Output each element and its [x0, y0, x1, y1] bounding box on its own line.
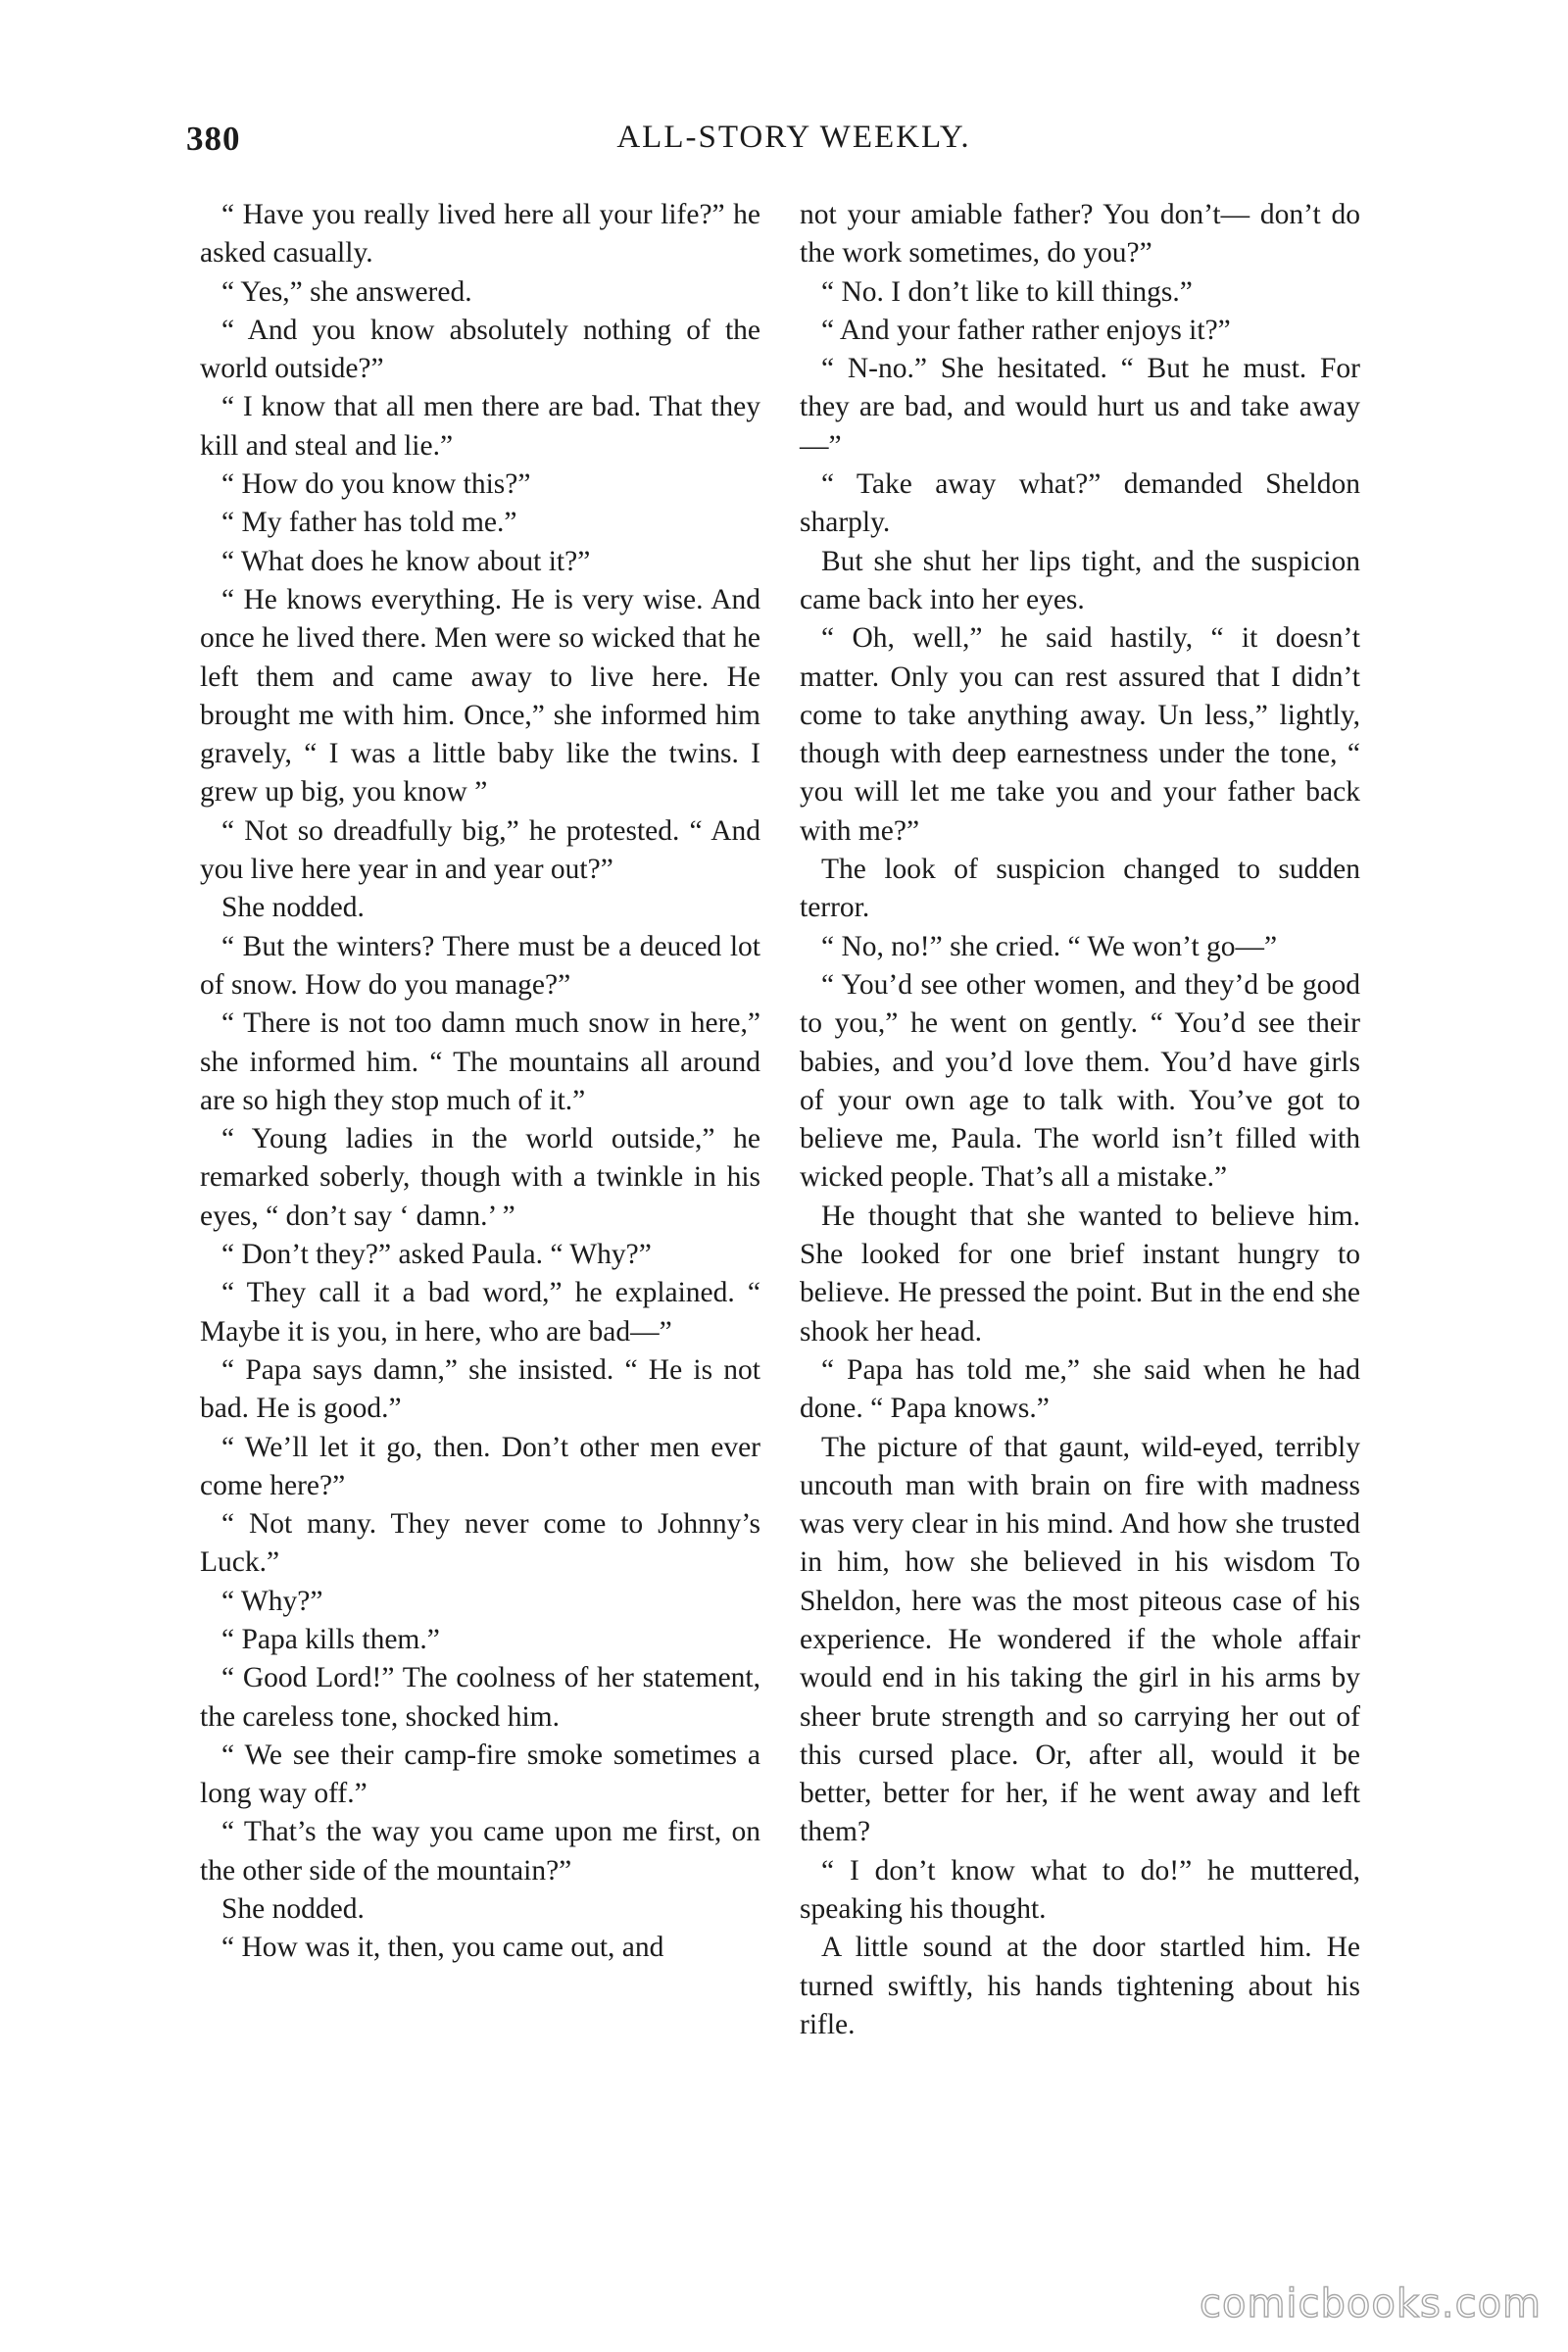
page-header	[186, 120, 1401, 169]
paragraph: “ My father has told me.”	[221, 507, 517, 539]
paragraph: “ They call it a bad word,” he explained. “ Maybe it is you, in here, who are bad—”	[200, 1277, 760, 1348]
right-column	[800, 196, 1360, 2044]
paragraph: “ We see their camp-fire smoke sometimes a long way off.”	[200, 1739, 760, 1810]
paragraph: “ And your father rather enjoys it?”	[821, 314, 1231, 346]
paragraph: “ Take away what?” demanded Sheldon sharply.	[800, 468, 1360, 539]
left-column	[200, 196, 760, 1968]
paragraph: “ Have you really lived here all your life?” he asked casually.	[200, 199, 760, 270]
paragraph: “ Papa has told me,” she said when he had done. “ Papa knows.”	[800, 1353, 1360, 1425]
paragraph: “ That’s the way you came upon me first, on the other side of the mountain?”	[200, 1816, 760, 1886]
paragraph: The picture of that gaunt, wild-eyed, terribly uncouth man with brain on fire with madness was very clear in his mind. And how she trusted in him, how she believed in his wisdom To Sheldon, here was the most piteous case of his experience. He wondered if the whole affair would end in his taking the girl in his arms by sheer brute strength and so carrying her out of this cursed place. Or, after all, would it be better, better for her, if he went away and left them?	[800, 1431, 1360, 1848]
paragraph: “ Papa kills them.”	[221, 1623, 440, 1655]
paragraph: “ How do you know this?”	[221, 468, 531, 501]
paragraph: “ And you know absolutely nothing of the world outside?”	[200, 314, 760, 385]
paragraph: “ There is not too damn much snow in here,” she informed him. “ The mountains all around are so high they stop much of it.”	[200, 1007, 760, 1116]
paragraph: “ Not many. They never come to Johnny’s Luck.”	[200, 1508, 760, 1579]
paragraph: She nodded.	[221, 1893, 365, 1926]
running-head: ALL-STORY WEEKLY.	[616, 120, 971, 155]
paragraph: “ Papa says damn,” she insisted. “ He is not bad. He is good.”	[200, 1353, 760, 1425]
paragraph: A little sound at the door startled him. He turned swiftly, his hands tightening about his rifle.	[800, 1932, 1360, 2040]
page-number: 380	[186, 120, 241, 158]
paragraph: She nodded.	[221, 892, 365, 924]
paragraph: “ How was it, then, you came out, and	[221, 1932, 664, 1964]
paragraph: “ Yes,” she answered.	[221, 275, 472, 308]
paragraph-continued: not your amiable father? You don’t— don’t do the work sometimes, do you?”	[800, 199, 1360, 270]
paragraph: “ Oh, well,” he said hastily, “ it doesn’t matter. Only you can rest assured that I didn’t come to take anything away. Un less,” lightly, though with deep earnestness under the tone, “ you will let me take you and your father back with me?”	[800, 622, 1360, 847]
paragraph: “ He knows everything. He is very wise. And once he lived there. Men were so wicked that he left them and came away to live here. He brought me with him. Once,” she informed him gravely, “ I was a little baby like the twins. I grew up big, you know ”	[200, 583, 760, 808]
paragraph: “ No. I don’t like to kill things.”	[821, 275, 1193, 308]
paragraph: “ You’d see other women, and they’d be good to you,” he went on gently. “ You’d see their babies, and you’d love them. You’d have girls of your own age to talk with. You’ve got to believe me, Paula. The world isn’t filled with wicked people. That’s all a mistake.”	[800, 968, 1360, 1194]
paragraph: “ I know that all men there are bad. That they kill and steal and lie.”	[200, 391, 760, 462]
paragraph: “ Young ladies in the world outside,” he remarked soberly, though with a twinkle in his eyes, “ don’t say ‘ damn.’ ”	[200, 1123, 760, 1232]
paragraph: “ Why?”	[221, 1585, 323, 1617]
paragraph: “ We’ll let it go, then. Don’t other men ever come here?”	[200, 1431, 760, 1501]
paragraph: “ Not so dreadfully big,” he protested. “ And you live here year in and year out?”	[200, 814, 760, 886]
paragraph: But she shut her lips tight, and the suspicion came back into her eyes.	[800, 545, 1360, 615]
paragraph: “ But the winters? There must be a deuced lot of snow. How do you manage?”	[200, 930, 760, 1001]
paragraph: “ No, no!” she cried. “ We won’t go—”	[821, 930, 1278, 962]
paragraph: The look of suspicion changed to sudden terror.	[800, 854, 1360, 924]
paragraph: “ Good Lord!” The coolness of her statement, the careless tone, shocked him.	[200, 1662, 760, 1733]
paragraph: He thought that she wanted to believe him. She looked for one brief instant hungry to believe. He pressed the point. But in the end she shook her head.	[800, 1200, 1360, 1348]
paragraph: “ I don’t know what to do!” he muttered, speaking his thought.	[800, 1854, 1360, 1926]
paragraph: “ N-no.” She hesitated. “ But he must. For they are bad, and would hurt us and take away—”	[800, 353, 1360, 462]
paragraph: “ Don’t they?” asked Paula. “ Why?”	[221, 1239, 652, 1271]
paragraph: “ What does he know about it?”	[221, 545, 591, 577]
watermark: comicbooks.com	[1200, 2281, 1543, 2327]
